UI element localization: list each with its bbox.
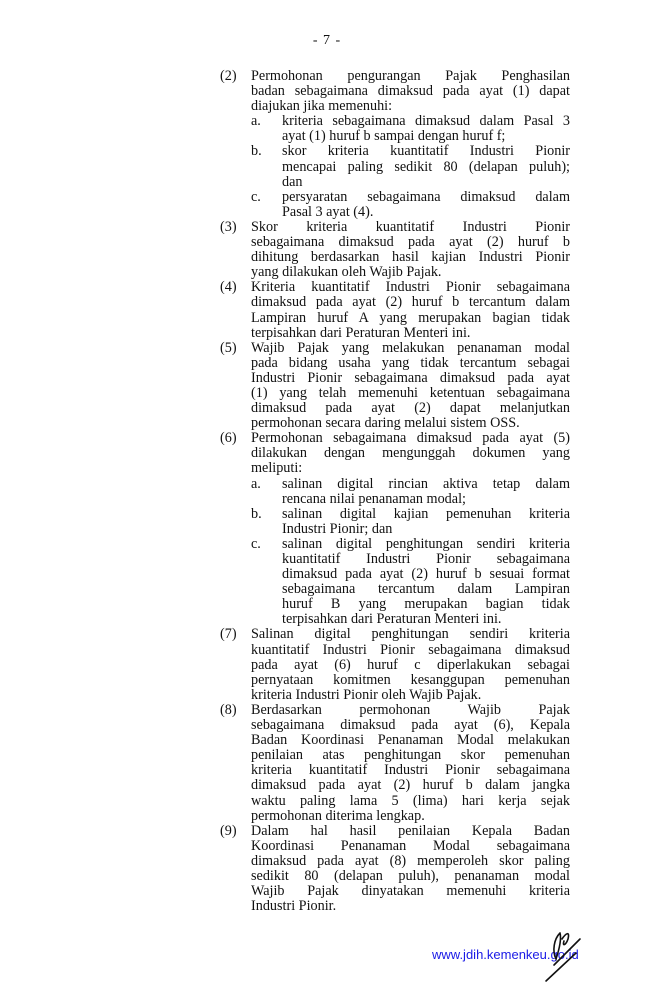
text-line: Industri Pionir. xyxy=(251,898,337,915)
document-body xyxy=(220,69,570,914)
text-line: salinan digital kajian pemenuhan kriteria xyxy=(282,505,570,522)
paragraph-item xyxy=(220,69,570,220)
text-line: yang dilakukan oleh Wajib Pajak. xyxy=(251,264,442,281)
text-line: Permohonan pengurangan Pajak Penghasilan xyxy=(251,68,570,84)
text-line: permohonan secara daring melalui sistem OSS. xyxy=(251,415,520,432)
text-line: sebagaimana tercantum dalam Lampiran xyxy=(282,581,570,598)
paragraph-item xyxy=(220,431,570,627)
text-line: terpisahkan dari Peraturan Menteri ini. xyxy=(251,324,471,341)
text-line: badan sebagaimana dimaksud pada ayat (1) dapat xyxy=(251,83,570,100)
text-line: diajukan jika memenuhi: xyxy=(251,98,393,115)
paragraph-item xyxy=(220,627,570,702)
text-line: Badan Koordinasi Penanaman Modal melakukan xyxy=(251,732,570,749)
text-line: Kriteria kuantitatif Industri Pionir sebagaimana xyxy=(251,279,570,296)
text-line: Wajib Pajak yang melakukan penanaman modal xyxy=(251,339,570,356)
text-line: dimaksud pada ayat (2) huruf b sesuai format xyxy=(282,566,570,583)
text-line: kriteria sebagaimana dimaksud dalam Pasal 3 xyxy=(282,113,570,130)
paragraph-number: (9) xyxy=(220,822,237,839)
text-line: dimaksud pada ayat (8) memperoleh skor paling xyxy=(251,852,570,869)
paragraph-number: (7) xyxy=(220,626,237,643)
text-line: dimaksud pada ayat (2) dapat melanjutkan xyxy=(251,400,570,417)
text-line: Permohonan sebagaimana dimaksud pada ayat (5) xyxy=(251,430,570,447)
text-line: sedikit 80 (delapan puluh), penanaman modal xyxy=(251,867,570,884)
text-line: Pasal 3 ayat (4). xyxy=(282,203,374,220)
text-line: kuantitatif Industri Pionir sebagaimana xyxy=(282,551,570,567)
text-line: dan xyxy=(282,173,303,190)
paragraph-number: (6) xyxy=(220,430,237,447)
text-line: mencapai paling sedikit 80 (delapan puluh); xyxy=(282,158,570,175)
sub-item xyxy=(251,114,570,144)
sub-item-letter: a. xyxy=(251,113,261,130)
sub-item xyxy=(251,507,570,537)
sub-item-letter: a. xyxy=(251,475,261,492)
text-line: Skor kriteria kuantitatif Industri Pionir xyxy=(251,218,570,235)
text-line: Dalam hal hasil penilaian Kepala Badan xyxy=(251,822,570,839)
text-line: Industri Pionir sebagaimana dimaksud pada ayat xyxy=(251,369,570,386)
paragraph-number: (3) xyxy=(220,218,237,235)
paragraph-item xyxy=(220,280,570,340)
paragraph-item xyxy=(220,341,570,432)
text-line: kriteria kuantitatif Industri Pionir sebagaimana xyxy=(251,762,570,779)
signature-initials xyxy=(540,925,585,985)
text-line: pada bidang usaha yang tidak tercantum sebagai xyxy=(251,354,570,371)
sub-item-letter: c. xyxy=(251,188,261,205)
text-line: terpisahkan dari Peraturan Menteri ini. xyxy=(282,611,502,628)
paragraph-item xyxy=(220,824,570,915)
text-line: Berdasarkan permohonan Wajib Pajak xyxy=(251,701,570,718)
text-line: dimaksud pada ayat (2) huruf b tercantum dalam xyxy=(251,294,570,311)
text-line: dilakukan dengan mengunggah dokumen yang xyxy=(251,445,570,462)
sub-item-letter: b. xyxy=(251,143,262,160)
text-line: waktu paling lama 5 (lima) hari kerja sejak xyxy=(251,792,570,809)
text-line: salinan digital penghitungan sendiri kriteria xyxy=(282,535,570,552)
text-line: salinan digital rincian aktiva tetap dalam xyxy=(282,475,570,492)
text-line: penilaian atas penghitungan skor pemenuhan xyxy=(251,747,570,764)
text-line: Koordinasi Penanaman Modal sebagaimana xyxy=(251,837,570,854)
text-line: dimaksud pada ayat (2) huruf b dalam jangka xyxy=(251,777,570,794)
text-line: permohonan diterima lengkap. xyxy=(251,807,425,824)
text-line: Salinan digital penghitungan sendiri kriteria xyxy=(251,626,570,643)
text-line: Wajib Pajak dinyatakan memenuhi kriteria xyxy=(251,883,570,900)
text-line: Industri Pionir; dan xyxy=(282,520,393,537)
paragraph-item xyxy=(220,703,570,824)
sub-item xyxy=(251,537,570,628)
page-number: - 7 - xyxy=(312,33,342,48)
paragraph-number: (5) xyxy=(220,339,237,356)
text-line: sebagaimana dimaksud pada ayat (2) huruf b xyxy=(251,234,570,251)
paragraph-number: (8) xyxy=(220,701,237,718)
paragraph-item xyxy=(220,220,570,280)
text-line: huruf B yang merupakan bagian tidak xyxy=(282,596,570,613)
text-line: Lampiran huruf A yang merupakan bagian tidak xyxy=(251,309,570,326)
sub-item-letter: c. xyxy=(251,535,261,552)
text-line: dihitung berdasarkan hasil kajian Industri Pionir xyxy=(251,249,570,266)
text-line: kuantitatif Industri Pionir sebagaimana dimaksud xyxy=(251,641,570,658)
text-line: (1) yang telah memenuhi ketentuan sebagaimana xyxy=(251,384,570,401)
sub-item xyxy=(251,190,570,220)
jdih-link[interactable]: www.jdih.kemenkeu.go.id xyxy=(432,947,579,962)
sub-item-letter: b. xyxy=(251,505,262,522)
text-line: skor kriteria kuantitatif Industri Pionir xyxy=(282,143,570,160)
text-line: sebagaimana dimaksud pada ayat (6), Kepala xyxy=(251,717,570,734)
text-line: pada ayat (6) huruf c diperlakukan sebagai xyxy=(251,656,570,673)
sub-item xyxy=(251,144,570,189)
text-line: pernyataan komitmen kesanggupan pemenuhan xyxy=(251,671,570,688)
paragraph-number: (4) xyxy=(220,279,237,296)
text-line: ayat (1) huruf b sampai dengan huruf f; xyxy=(282,128,506,145)
text-line: kriteria Industri Pionir oleh Wajib Pajak. xyxy=(251,686,482,703)
text-line: rencana nilai penanaman modal; xyxy=(282,490,466,507)
paragraph-number: (2) xyxy=(220,68,237,84)
text-line: persyaratan sebagaimana dimaksud dalam xyxy=(282,188,570,205)
text-line: meliputi: xyxy=(251,460,303,477)
sub-item xyxy=(251,477,570,507)
